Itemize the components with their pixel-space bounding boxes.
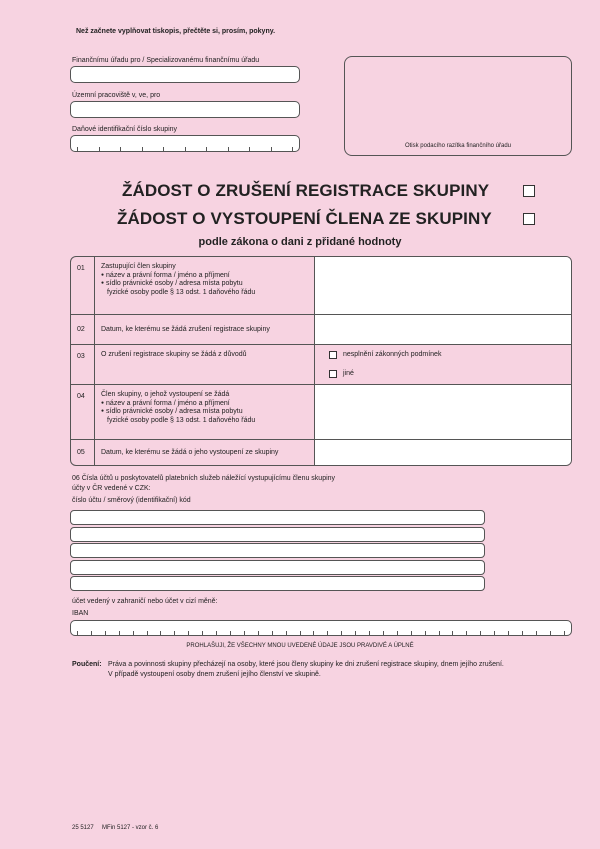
notice-text-2: V případě vystoupení osoby dnem zrušení jejího členství ve skupině. — [108, 671, 321, 678]
row-item: ● sídlo právnické osoby / adresa místa pobytu — [101, 280, 314, 289]
row-number: 02 — [71, 315, 95, 344]
territory-label: Územní pracoviště v, ve, pro — [72, 92, 161, 99]
row-item: fyzické osoby podle § 13 odst. 1 daňového řádu — [107, 416, 256, 424]
office-input[interactable] — [70, 66, 300, 83]
reason-other-label: jiné — [343, 370, 354, 377]
row-item: ● název a právní forma / jméno a příjmení — [101, 272, 314, 281]
table-row — [71, 385, 571, 440]
tax-id-input[interactable] — [70, 135, 300, 152]
account-number-input[interactable] — [70, 560, 485, 575]
instruction-text: Než začnete vyplňovat tiskopis, přečtěte si, prosím, pokyny. — [76, 28, 276, 35]
row-item: fyzické osoby podle § 13 odst. 1 daňového řádu — [107, 288, 256, 296]
table-row — [71, 315, 571, 345]
row-number: 04 — [71, 385, 95, 439]
notice-text-1: Práva a povinnosti skupiny přecházejí na osoby, které jsou členy skupiny ke dni zrušení registrace skupiny, dnem jejího zrušení. — [108, 661, 504, 668]
row-item: ● název a právní forma / jméno a příjmení — [101, 400, 314, 409]
row-title: Datum, ke kterému se žádá o jeho vystoupení ze skupiny — [95, 440, 315, 466]
account-number-input[interactable] — [70, 576, 485, 591]
reason-legal-checkbox[interactable] — [329, 351, 337, 359]
row-title: Člen skupiny, o jehož vystoupení se žádá — [101, 391, 230, 398]
row-number: 05 — [71, 440, 95, 466]
account-number-input[interactable] — [70, 543, 485, 558]
tax-id-label: Daňové identifikační číslo skupiny — [72, 126, 178, 133]
row-number: 03 — [71, 345, 95, 384]
account-number-input[interactable] — [70, 527, 485, 542]
reason-legal-label: nesplnění zákonných podmínek — [343, 351, 442, 358]
foreign-account-label: účet vedený v zahraničí nebo účet v cizí měně: — [72, 598, 218, 605]
iban-label: IBAN — [72, 610, 89, 617]
footer-form: MFin 5127 - vzor č. 6 — [102, 825, 159, 831]
cancel-date-input[interactable] — [315, 315, 571, 344]
declaration-text: PROHLAŠUJI, ŽE VŠECHNY MNOU UVEDENÉ ÚDAJE JSOU PRAVDIVÉ A ÚPLNÉ — [186, 643, 414, 649]
subtitle: podle zákona o dani z přidané hodnoty — [198, 236, 402, 248]
table-row — [71, 257, 571, 315]
office-label: Finančnímu úřadu pro / Specializovanému finančnímu úřadu — [72, 57, 260, 64]
row-title: O zrušení registrace skupiny se žádá z důvodů — [95, 345, 315, 384]
exit-date-input[interactable] — [315, 440, 571, 466]
form-table — [70, 256, 572, 466]
table-row — [71, 440, 571, 466]
title-cancel-checkbox[interactable] — [523, 185, 535, 197]
account-number-label: číslo účtu / směrový (identifikační) kód — [72, 497, 191, 504]
iban-input[interactable] — [70, 620, 572, 636]
title-exit-checkbox[interactable] — [523, 213, 535, 225]
notice-label: Poučení: — [72, 661, 102, 668]
row-title: Zastupující člen skupiny — [101, 263, 176, 270]
exiting-member-input[interactable] — [315, 385, 571, 439]
row-title: Datum, ke kterému se žádá zrušení registrace skupiny — [95, 315, 315, 344]
representative-member-input[interactable] — [315, 257, 571, 314]
stamp-label: Otisk podacího razítka finančního úřadu — [404, 143, 512, 149]
table-row — [71, 345, 571, 385]
row-number: 01 — [71, 257, 95, 314]
reason-other-checkbox[interactable] — [329, 370, 337, 378]
title-member-exit: ŽÁDOST O VYSTOUPENÍ ČLENA ZE SKUPINY — [117, 209, 492, 228]
accounts-heading: 06 Čísla účtů u poskytovatelů platebních služeb náležící vystupujícímu členu skupiny — [72, 475, 336, 482]
account-number-input[interactable] — [70, 510, 485, 525]
title-cancel-registration: ŽÁDOST O ZRUŠENÍ REGISTRACE SKUPINY — [122, 181, 490, 200]
territory-input[interactable] — [70, 101, 300, 118]
accounts-cz-label: účty v ČR vedené v CZK: — [72, 485, 151, 492]
stamp-box — [344, 56, 572, 156]
footer-code: 25 5127 — [72, 825, 94, 831]
row-item: ● sídlo právnické osoby / adresa místa pobytu — [101, 408, 314, 417]
